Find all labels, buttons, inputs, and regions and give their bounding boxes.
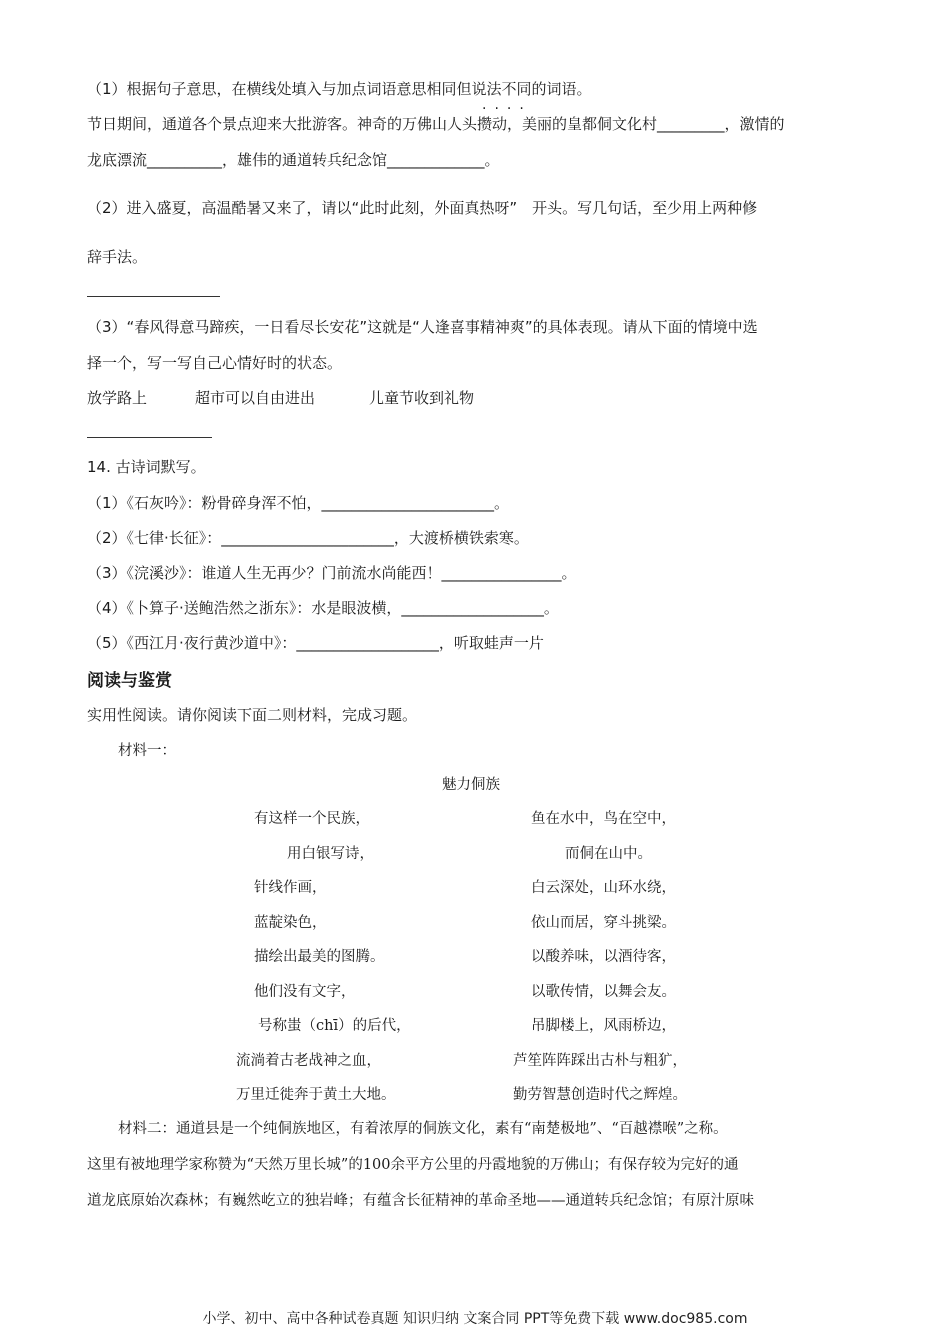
answer-line-part2 — [87, 296, 220, 297]
q14-title: 14. 古诗词默写。 — [87, 458, 206, 476]
q14-item: （5）《西江月·夜行黄沙道中》：___________________，听取蛙声一片 — [87, 634, 544, 652]
page-footer: 小学、初中、高中各种试卷真题 知识归纳 文案合同 PPT等免费下载 www.doc985.com — [202, 1311, 748, 1327]
poem-line: 流淌着古老战神之血， — [236, 1053, 381, 1069]
q14-item: （2）《七律·长征》：_______________________，大渡桥横铁索寒。 — [87, 529, 529, 547]
q13-part1-line2: 龙底漂流__________，雄伟的通道转兵纪念馆_____________。 — [87, 151, 500, 169]
poem-line: 鱼在水中，鸟在空中， — [531, 811, 676, 827]
q13-part1-line1: 节日期间，通道各个景点迎来大批游客。神奇的万佛山人头攒动，美丽的皇都侗文化村_________，激情的 — [87, 115, 785, 133]
poem-line: 以酸养味，以酒待客， — [531, 949, 676, 965]
poem-line: 描绘出最美的图腾。 — [254, 949, 385, 965]
poem-line: 针线作画， — [254, 880, 327, 896]
q14-item: （1）《石灰吟》：粉骨碎身浑不怕，_______________________。 — [87, 494, 510, 512]
poem-line: 而侗在山中。 — [565, 846, 652, 862]
poem-line: 以歌传情，以舞会友。 — [531, 984, 676, 1000]
poem-line: 有这样一个民族， — [254, 811, 370, 827]
poem-line: 白云深处，山环水绕， — [531, 880, 676, 896]
emphasis-dots: ···· — [482, 101, 532, 117]
scenario-option: 放学路上 — [87, 389, 148, 407]
q13-part3-line2: 择一个，写一写自己心情好时的状态。 — [87, 354, 343, 372]
poem-line: 用白银写诗， — [287, 846, 374, 862]
material1-label: 材料一： — [118, 743, 176, 759]
reading-intro: 实用性阅读。请你阅读下面二则材料，完成习题。 — [87, 706, 418, 724]
q13-part3-line1: （3）“春风得意马蹄疾，一日看尽长安花”这就是“人逢喜事精神爽”的具体表现。请从下面的情境中选 — [87, 318, 758, 336]
poem-line: 万里迁徙奔于黄土大地。 — [236, 1087, 396, 1103]
poem-line: 依山而居，穿斗挑梁。 — [531, 915, 676, 931]
section-title: 阅读与鉴赏 — [87, 671, 172, 691]
q14-item: （3）《浣溪沙》：谁道人生无再少？门前流水尚能西！________________。 — [87, 564, 577, 582]
q13-part2-line1: （2）进入盛夏，高温酷暑又来了，请以“此时此刻，外面真热呀” 开头。写几句话，至少用上两种修 — [87, 199, 758, 217]
q13-part1-prompt: （1）根据句子意思，在横线处填入与加点词语意思相同但说法不同的词语。 — [87, 80, 592, 98]
scenario-option: 超市可以自由进出 — [195, 389, 316, 407]
q13-part2-line2: 辞手法。 — [87, 248, 148, 266]
poem-line: 蓝靛染色， — [254, 915, 327, 931]
material2-line3: 道龙底原始次森林；有巍然屹立的独岩峰；有蕴含长征精神的革命圣地——通道转兵纪念馆；有原汁原味 — [87, 1193, 754, 1209]
poem-line: 号称蚩（chī）的后代， — [258, 1018, 411, 1034]
material2-line1: 材料二：通道县是一个纯侗族地区，有着浓厚的侗族文化，素有“南楚极地”、“百越襟喉”之称。 — [118, 1121, 728, 1137]
poem-line: 勤劳智慧创造时代之辉煌。 — [513, 1087, 687, 1103]
poem-line: 他们没有文字， — [254, 984, 356, 1000]
answer-line-part3 — [87, 437, 212, 438]
poem-line: 芦笙阵阵踩出古朴与粗犷， — [513, 1053, 687, 1069]
scenario-option: 儿童节收到礼物 — [369, 389, 475, 407]
poem-line: 吊脚楼上，风雨桥边， — [531, 1018, 676, 1034]
poem-title: 魅力侗族 — [442, 777, 500, 793]
material2-line2: 这里有被地理学家称赞为“天然万里长城”的100余平方公里的丹霞地貌的万佛山；有保存较为完好的通 — [87, 1157, 739, 1173]
q14-item: （4）《卜算子·送鲍浩然之浙东》：水是眼波横，___________________。 — [87, 599, 559, 617]
